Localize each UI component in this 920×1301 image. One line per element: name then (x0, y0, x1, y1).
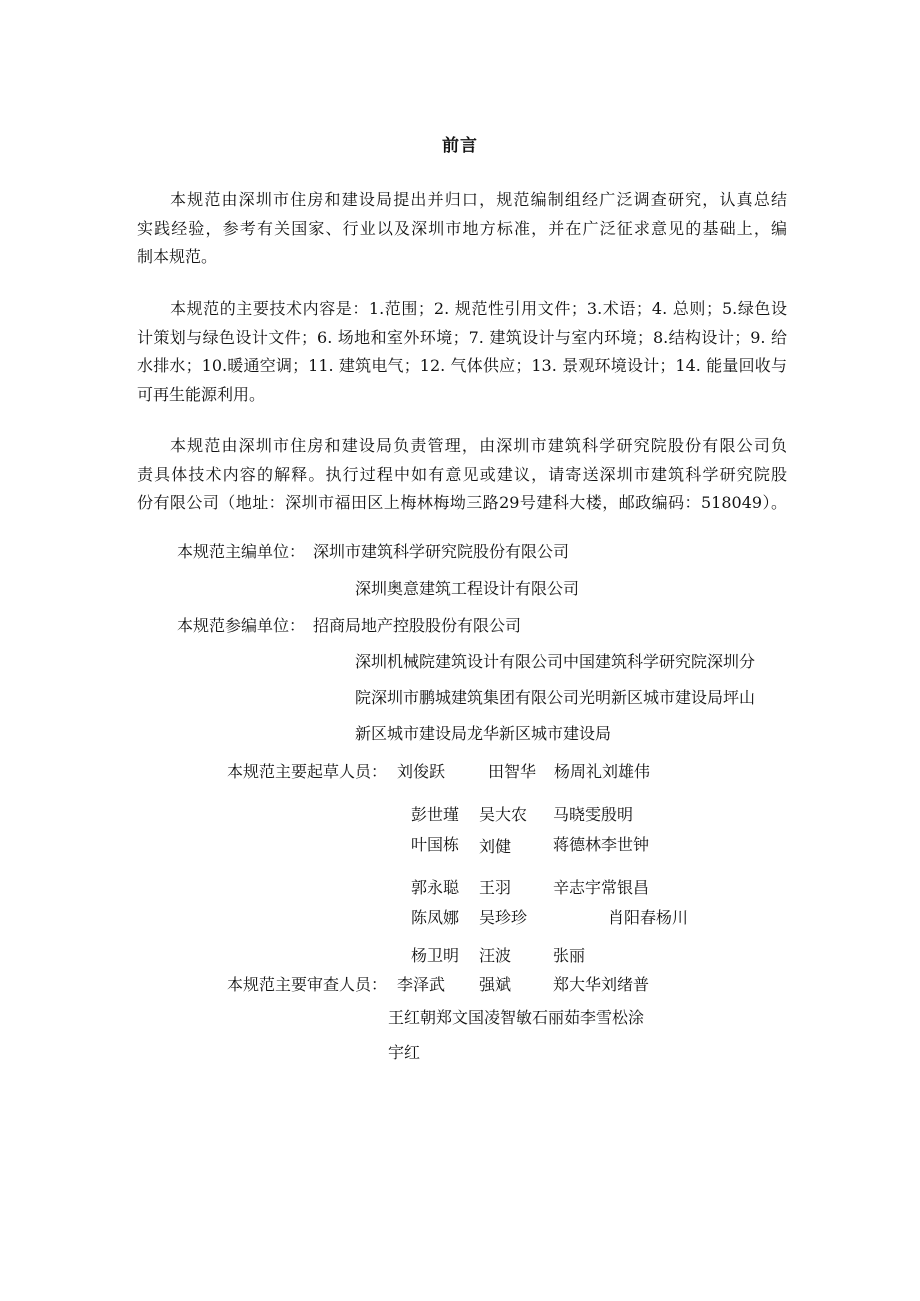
reviewer-name: 强斌 (479, 975, 512, 994)
reviewer-line: 王红朝郑文国凌智敏石丽茹李雪松涂 (388, 1008, 645, 1027)
text-line: 水排水；10.暖通空调；11. 建筑电气；12. 气体供应；13. 景观环境设计；14. 能量回收与 (137, 356, 787, 375)
paragraph-intro (137, 186, 787, 272)
drafter-name: 蒋德林李世钟 (553, 835, 650, 854)
drafter-name: 杨卫明 (411, 946, 460, 965)
text-line: 可再生能源利用。 (137, 384, 266, 404)
text-line: 实践经验，参考有关国家、行业以及深圳市地方标准，并在广泛征求意见的基础上，编 (137, 218, 787, 238)
reviewers-label: 本规范主要审查人员： (227, 975, 388, 994)
reviewer-name: 李泽武 (397, 975, 446, 994)
text-line: 制本规范。 (137, 247, 218, 266)
paragraph-contents (137, 295, 787, 409)
paragraph-management (137, 432, 787, 518)
drafter-name: 吴大农 (479, 805, 528, 824)
drafter-name: 郭永聪 (411, 878, 460, 897)
text-line: 责具体技术内容的解释。执行过程中如有意见或建议，请寄送深圳市建筑科学研究院股 (137, 464, 787, 484)
drafter-name: 田智华 (488, 762, 537, 781)
text-line: 份有限公司（地址：深圳市福田区上梅林梅坳三路29号建科大楼，邮政编码：518049）。 (137, 493, 787, 512)
drafter-name: 刘健 (479, 837, 512, 856)
text-line: 计策划与绿色设计文件；6. 场地和室外环境；7. 建筑设计与室内环境；8.结构设计；9. 给 (137, 327, 787, 347)
drafter-name: 辛志宇常银昌 (553, 878, 650, 897)
text-line: 本规范由深圳市住房和建设局提出并归口，规范编制组经广泛调查研究，认真总结 (170, 190, 787, 209)
page-title: 前言 (442, 136, 478, 156)
drafters-label: 本规范主要起草人员： (227, 762, 388, 781)
reviewer-line: 宇红 (388, 1043, 421, 1062)
text-line: 本规范的主要技术内容是：1.范围；2. 规范性引用文件；3.术语；4. 总则；5.绿色设 (170, 299, 787, 318)
participating-unit-line: 院深圳市鹏城建筑集团有限公司光明新区城市建设局坪山 (355, 688, 756, 707)
drafter-name: 杨周礼刘雄伟 (554, 762, 651, 781)
text-line: 本规范由深圳市住房和建设局负责管理，由深圳市建筑科学研究院股份有限公司负 (170, 436, 787, 455)
drafter-name: 彭世瑾 (411, 805, 460, 824)
drafter-name: 王羽 (479, 878, 512, 897)
participating-unit-label: 本规范参编单位： (177, 616, 306, 635)
participating-unit-line: 新区城市建设局龙华新区城市建设局 (355, 724, 612, 743)
drafter-name: 陈凤娜 (411, 908, 460, 927)
drafter-name: 汪波 (479, 946, 512, 965)
drafter-name: 肖阳春杨川 (608, 908, 689, 927)
participating-unit-name: 招商局地产控股股份有限公司 (313, 616, 522, 635)
drafter-name: 张丽 (553, 946, 586, 965)
drafter-name: 吴珍珍 (479, 908, 528, 927)
chief-unit-name: 深圳奥意建筑工程设计有限公司 (355, 579, 580, 598)
chief-unit-name: 深圳市建筑科学研究院股份有限公司 (313, 542, 570, 561)
reviewer-name: 郑大华刘绪普 (553, 975, 650, 994)
drafter-name: 叶国栋 (411, 835, 460, 854)
participating-unit-line: 深圳机械院建筑设计有限公司中国建筑科学研究院深圳分 (355, 652, 756, 671)
drafter-name: 刘俊跃 (397, 762, 446, 781)
chief-unit-label: 本规范主编单位： (177, 542, 306, 561)
drafter-name: 马晓雯殷明 (553, 805, 634, 824)
